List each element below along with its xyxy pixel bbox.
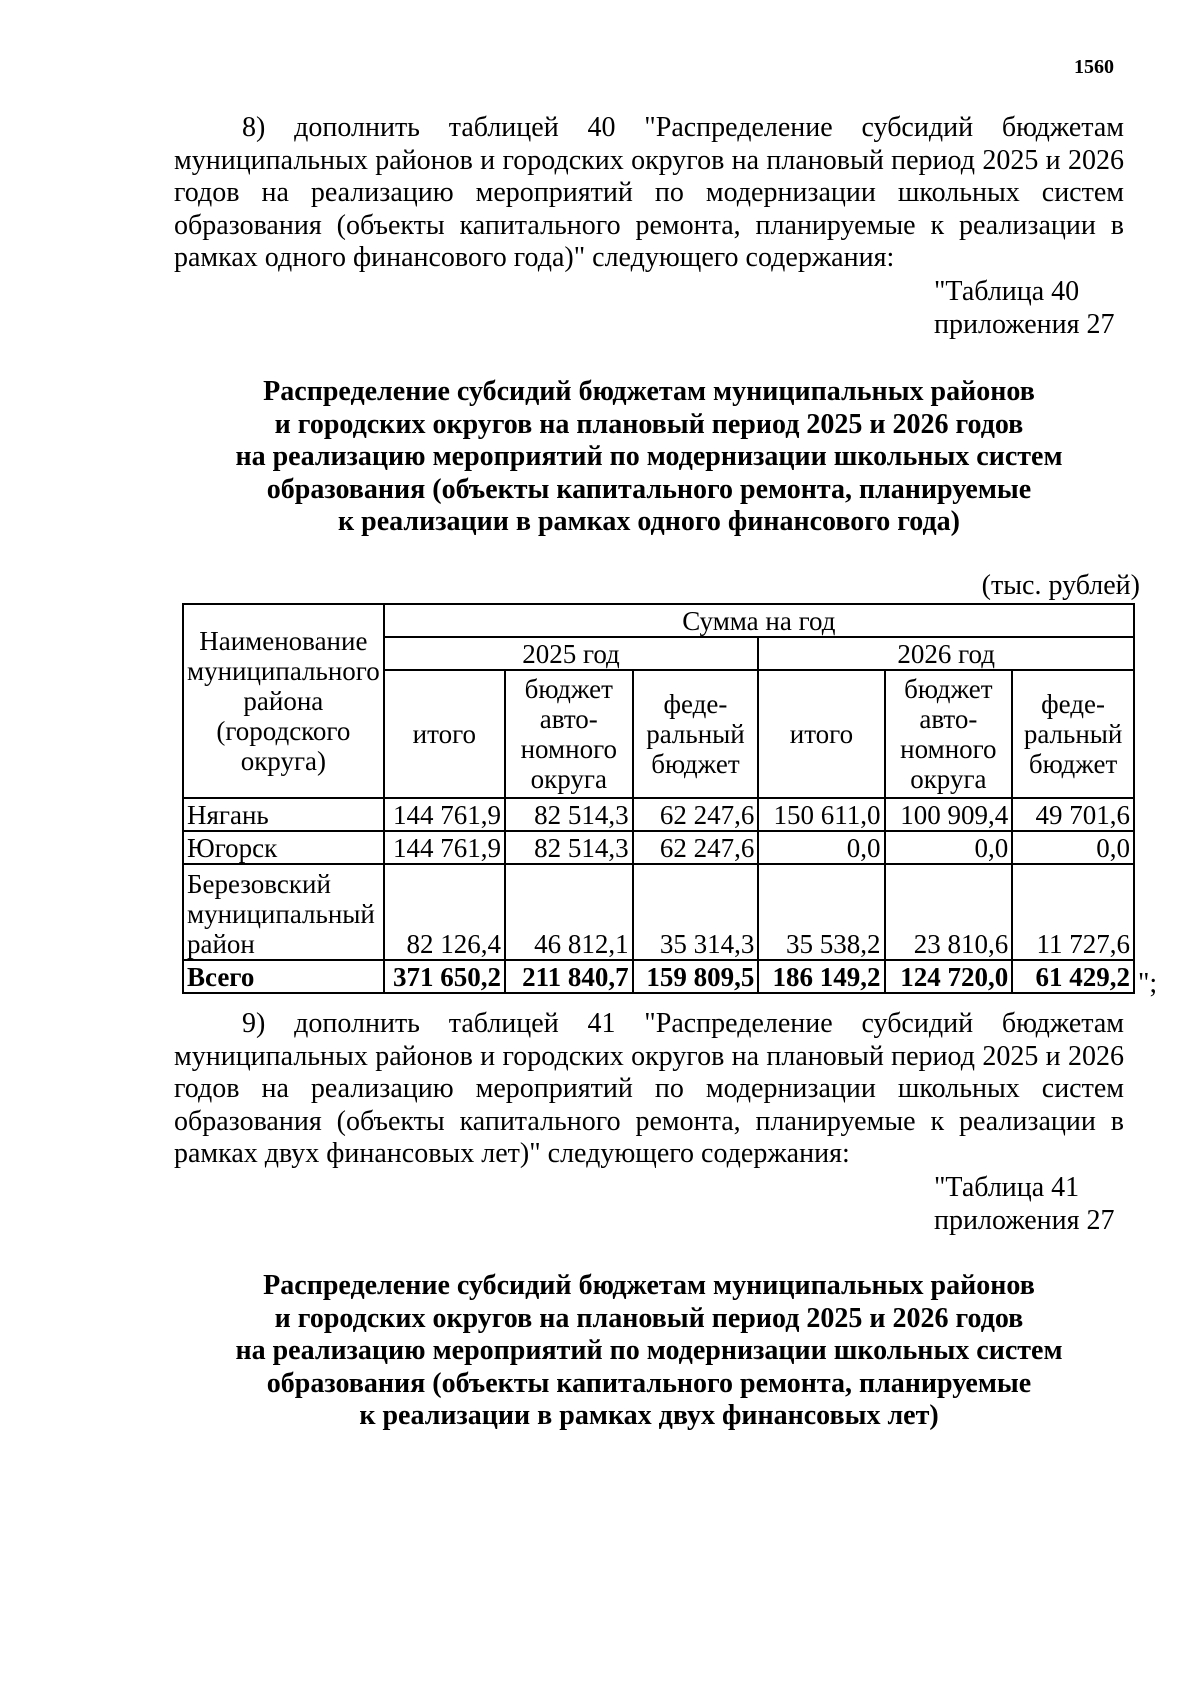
- row-name: Югорск: [183, 831, 384, 864]
- cell-value: 23 810,6: [885, 864, 1013, 960]
- cell-value: 144 761,9: [384, 798, 505, 831]
- paragraph-9: 9) дополнить таблицей 41 "Распределение субсидий бюджетам муниципальных районов и городских округов на плановый период 2025 и 2026 годов на реализацию мероприятий по модернизации школьных систем образования (объекты капитального ремонта, планируемые к реализации в рамках двух финансовых лет)" следующего содержания:: [174, 1008, 1124, 1169]
- table40-caption-line1: "Таблица 40: [934, 276, 1080, 307]
- cell-value: 159 809,5: [633, 960, 759, 993]
- cell-value: 62 247,6: [633, 798, 759, 831]
- table40-heading-line: Распределение субсидий бюджетам муниципальных районов: [263, 376, 1035, 407]
- cell-value: 82 514,3: [505, 831, 633, 864]
- row-name: Березовский муниципальный район: [183, 864, 384, 960]
- units-label: (тыс. рублей): [981, 570, 1140, 601]
- cell-value: 0,0: [758, 831, 884, 864]
- cell-value: 144 761,9: [384, 831, 505, 864]
- cell-value: 35 538,2: [758, 864, 884, 960]
- page-number: 1560: [1074, 56, 1114, 78]
- table41-heading-line: образования (объекты капитального ремонта, планируемые: [266, 1367, 1032, 1399]
- row-name: Всего: [183, 960, 384, 993]
- cell-value: 211 840,7: [505, 960, 633, 993]
- table41-heading-line: Распределение субсидий бюджетам муниципальных районов: [263, 1270, 1035, 1301]
- row-name: Нягань: [183, 798, 384, 831]
- cell-value: 186 149,2: [758, 960, 884, 993]
- cell-value: 150 611,0: [758, 798, 884, 831]
- table40-heading: [174, 376, 1124, 539]
- cell-value: 62 247,6: [633, 831, 759, 864]
- cell-value: 82 514,3: [505, 798, 633, 831]
- total-row: [183, 960, 1134, 993]
- table41-caption-line1: "Таблица 41: [934, 1172, 1080, 1203]
- cell-value: 11 727,6: [1012, 864, 1134, 960]
- table40-heading-line: и городских округов на плановый период 2025 и 2026 годов: [274, 408, 1024, 440]
- header-okrug-2025: бюджет авто-номного округа: [505, 670, 633, 798]
- header-sum-label: Сумма на год: [384, 604, 1134, 637]
- header-total-2025: итого: [384, 670, 505, 798]
- table40: [182, 603, 1135, 994]
- table41-caption: [934, 1171, 1124, 1237]
- table40-caption: [934, 275, 1124, 341]
- paragraph-8: 8) дополнить таблицей 40 "Распределение субсидий бюджетам муниципальных районов и городских округов на плановый период 2025 и 2026 годов на реализацию мероприятий по модернизации школьных систем образования (объекты капитального ремонта, планируемые к реализации в рамках одного финансового года)" следующего содержания:: [174, 112, 1124, 273]
- table40-closing: ";: [1138, 968, 1158, 999]
- header-name-column: Наименование муниципального района (городского округа): [183, 604, 384, 798]
- table-row: [183, 798, 1134, 831]
- table41-heading: [174, 1270, 1124, 1433]
- header-okrug-2026: бюджет авто-номного округа: [885, 670, 1013, 798]
- cell-value: 124 720,0: [885, 960, 1013, 993]
- table-row: [183, 864, 1134, 960]
- table41-heading-line: на реализацию мероприятий по модернизации школьных систем: [235, 1335, 1063, 1366]
- table41-heading-line: к реализации в рамках двух финансовых лет): [359, 1400, 939, 1431]
- cell-value: 100 909,4: [885, 798, 1013, 831]
- table-row: [183, 831, 1134, 864]
- cell-value: 35 314,3: [633, 864, 759, 960]
- header-federal-2025: феде-ральный бюджет: [633, 670, 759, 798]
- table40-heading-line: на реализацию мероприятий по модернизации школьных систем: [235, 441, 1063, 472]
- header-federal-2026: феде-ральный бюджет: [1012, 670, 1134, 798]
- cell-value: 82 126,4: [384, 864, 505, 960]
- header-total-2026: итого: [758, 670, 884, 798]
- header-year-2025: 2025 год: [384, 637, 759, 670]
- cell-value: 61 429,2: [1012, 960, 1134, 993]
- table40-heading-line: к реализации в рамках одного финансового года): [337, 506, 960, 537]
- cell-value: 371 650,2: [384, 960, 505, 993]
- table41-heading-line: и городских округов на плановый период 2025 и 2026 годов: [274, 1302, 1024, 1334]
- table41-caption-line2: приложения 27: [934, 1205, 1115, 1236]
- table40-heading-line: образования (объекты капитального ремонта, планируемые: [266, 473, 1032, 505]
- cell-value: 46 812,1: [505, 864, 633, 960]
- table40-caption-line2: приложения 27: [934, 309, 1115, 340]
- cell-value: 0,0: [885, 831, 1013, 864]
- cell-value: 49 701,6: [1012, 798, 1134, 831]
- header-year-2026: 2026 год: [758, 637, 1134, 670]
- cell-value: 0,0: [1012, 831, 1134, 864]
